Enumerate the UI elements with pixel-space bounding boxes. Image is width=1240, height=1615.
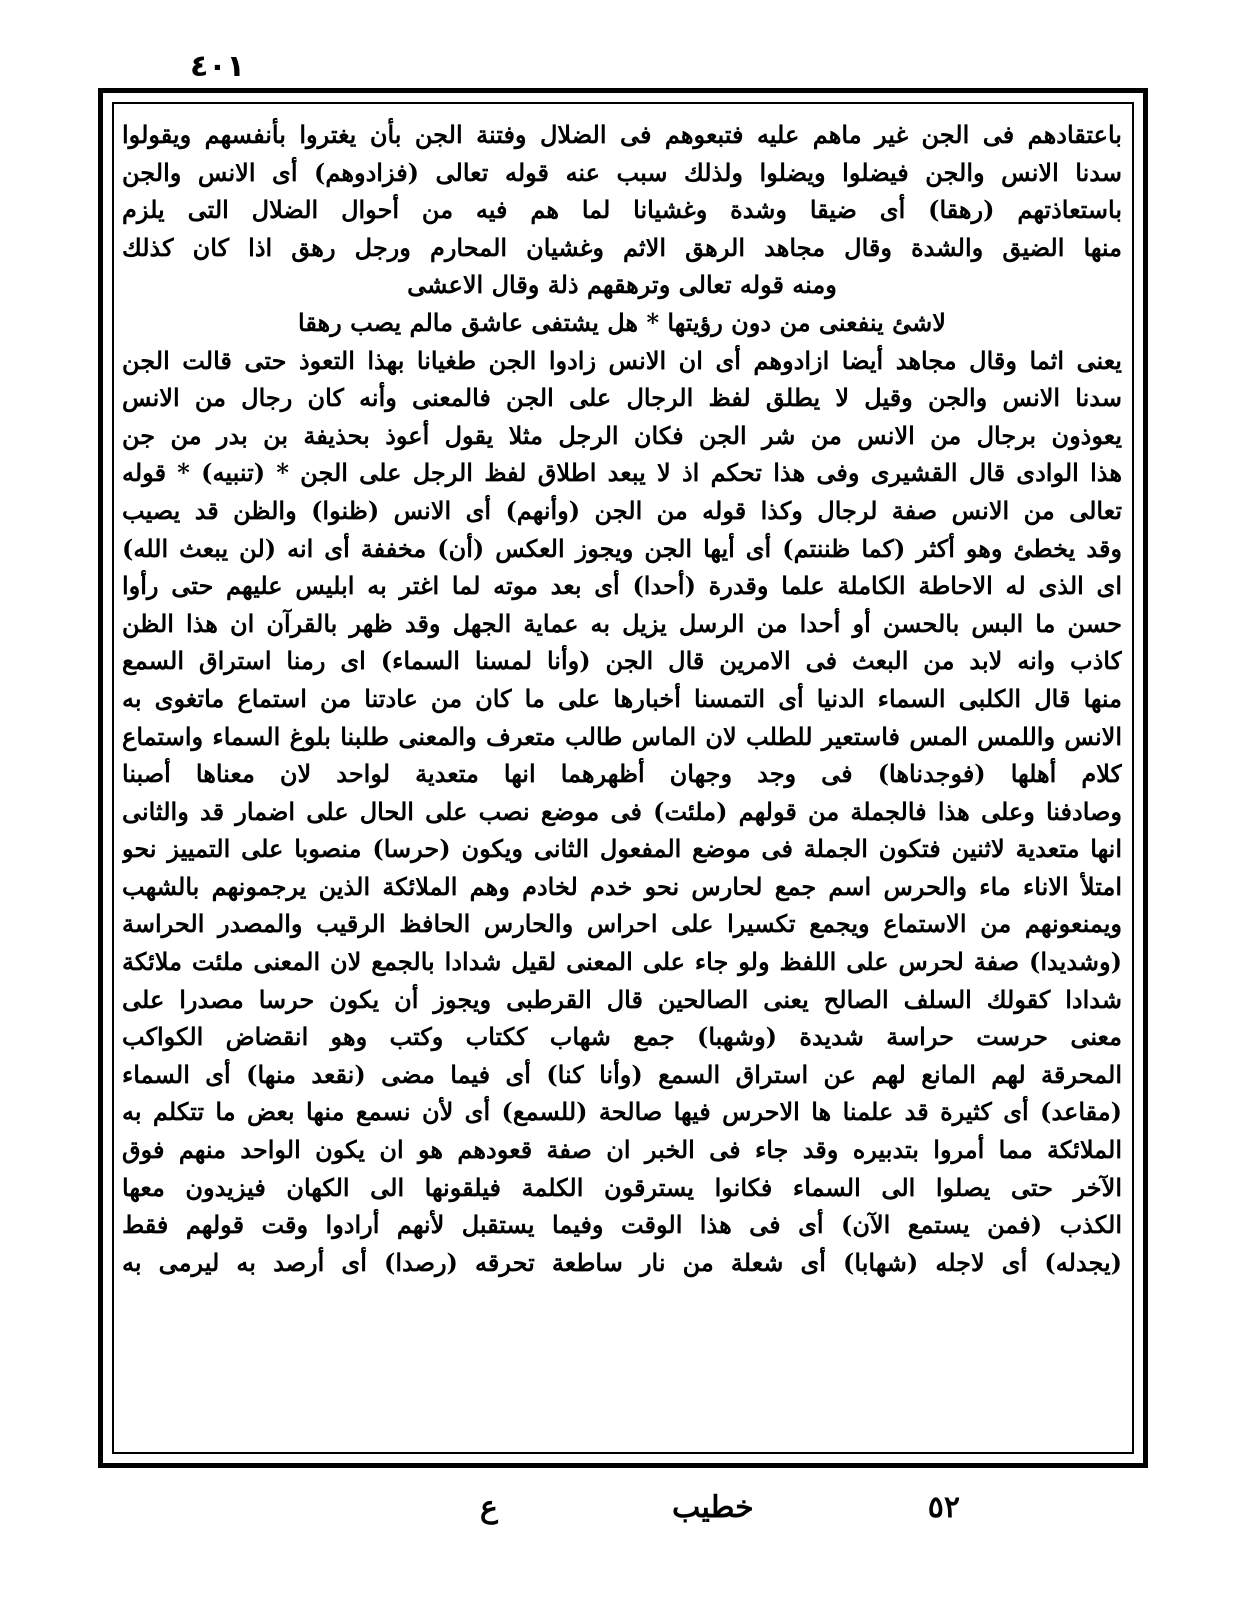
text-line: كلام أهلها (فوجدناها) فى وجد وجهان أظهرهما انها متعدية لواحد لان معناها أصبنا xyxy=(122,759,1122,789)
text-line: ويمنعونهم من الاستماع ويجمع تكسيرا على احراس والحارس الحافظ الرقيب والمصدر الحراسة xyxy=(122,909,1122,939)
text-line: شدادا كقولك السلف الصالح يعنى الصالحين قال القرطبى ويجوز أن يكون حرسا مصدرا على xyxy=(122,984,1122,1014)
signature-letter: ع xyxy=(480,1489,498,1525)
text-line: سدنا الانس والجن فيضلوا ويضلوا ولذلك سبب عنه قوله تعالى (فزادوهم) أى الانس والجن xyxy=(122,157,1122,187)
text-line: باستعاذتهم (رهقا) أى ضيقا وشدة وغشيانا لما هم فيه من أحوال الضلال التى يلزم xyxy=(122,195,1122,225)
text-line: وقد يخطئ وهو أكثر (كما ظننتم) أى أيها الجن ويجوز العكس (أن) مخففة أى انه (لن يبعث الله) xyxy=(122,533,1122,563)
text-line: (يجدله) أى لاجله (شهابا) أى شعلة من نار ساطعة تحرقه (رصدا) أى أرصد به ليرمى به xyxy=(122,1247,1122,1277)
text-line: هذا الوادى قال القشيرى وفى هذا تحكم اذ لا يبعد اطلاق لفظ الرجل على الجن * (تنبيه) * قوله xyxy=(122,458,1122,488)
text-line: كاذب وانه لابد من البعث فى الامرين قال الجن (وأنا لمسنا السماء) اى رمنا استراق السمع xyxy=(122,646,1122,676)
text-line: سدنا الانس والجن وقيل لا يطلق لفظ الرجال على الجن فالمعنى وأنه كان رجال من الانس xyxy=(122,383,1122,413)
signature-number: ٥٢ xyxy=(927,1489,960,1525)
text-line: منها الضيق والشدة وقال مجاهد الرهق الاثم وغشيان المحارم ورجل رهق اذا كان كذلك xyxy=(122,232,1122,262)
text-line: تعالى من الانس صفة لرجال وكذا قوله من الجن (وأنهم) أى الانس (ظنوا) والظن قد يصيب xyxy=(122,495,1122,525)
text-line: (وشديدا) صفة لحرس على اللفظ ولو جاء على المعنى لقيل شدادا بالجمع لان المعنى ملئت ملائكة xyxy=(122,947,1122,977)
text-line: يعنى اثما وقال مجاهد أيضا ازادوهم أى ان الانس زادوا الجن طغيانا بهذا التعوذ حتى قالت الجن xyxy=(122,345,1122,375)
text-line: الملائكة مما أمروا بتدبيره وقد جاء فى الخبر ان صفة قعودهم هو ان يكون الواحد منهم فوق xyxy=(122,1135,1122,1165)
body-text xyxy=(122,116,1122,1446)
text-line: ومنه قوله تعالى وترهقهم ذلة وقال الاعشى xyxy=(407,270,837,300)
text-line: الآخر حتى يصلوا الى السماء فكانوا يسترقون الكلمة فيلقونها الى الكهان فيزيدون معها xyxy=(122,1172,1122,1202)
text-line: الكذب (فمن يستمع الآن) أى فى هذا الوقت وفيما يستقبل لأنهم أرادوا وقت قولهم فقط xyxy=(122,1210,1122,1240)
poetry-verse: لاشئ ينفعنى من دون رؤيتها * هل يشتفى عاشق مالم يصب رهقا xyxy=(298,307,946,337)
text-line: وصادفنا وعلى هذا فالجملة من قولهم (ملئت) فى موضع نصب على الحال على اضمار قد والثانى xyxy=(122,796,1122,826)
text-line: (مقاعد) أى كثيرة قد علمنا ها الاحرس فيها صالحة (للسمع) أى لأن نسمع منها بعض ما تتكلم به xyxy=(122,1097,1122,1127)
text-line: يعوذون برجال من الانس من شر الجن فكان الرجل مثلا يقول أعوذ بحذيفة بن بدر من جن xyxy=(122,420,1122,450)
text-line: باعتقادهم فى الجن غير ماهم عليه فتبعوهم فى الضلال وفتنة الجن بأن يغتروا بأنفسهم ويقولوا xyxy=(122,120,1122,149)
text-line: انها متعدية لاثنين فتكون الجملة فى موضع المفعول الثانى ويكون (حرسا) منصوبا على التمييز نحو xyxy=(122,834,1122,864)
text-line: اى الذى له الاحاطة الكاملة علما وقدرة (أحدا) أى بعد موته لما اغتر به ابليس عليهم حتى رأوا xyxy=(122,571,1122,601)
text-line: امتلأ الاناء ماء والحرس اسم جمع لحارس نحو خدم لخادم وهم الملائكة الذين يرجمونهم بالشهب xyxy=(122,871,1122,901)
text-line: الانس واللمس المس فاستعير للطلب لان الماس طالب متعرف والمعنى طلبنا بلوغ السماء واستماع xyxy=(122,721,1122,751)
printer-signature xyxy=(480,1482,960,1532)
text-line: المحرقة لهم المانع لهم عن استراق السمع (وأنا كنا) أى فيما مضى (نقعد منها) أى السماء xyxy=(122,1059,1122,1089)
page-number: ٤٠١ xyxy=(190,49,245,84)
signature-word: خطيب xyxy=(672,1489,754,1525)
text-line: حسن ما البس بالحسن أو أحدا من الرسل يزيل به عماية الجهل وقد ظهر بالقرآن ان هذا الظن xyxy=(122,608,1122,638)
text-line: معنى حرست حراسة شديدة (وشهبا) جمع شهاب ككتاب وكتب وهو انقضاض الكواكب xyxy=(122,1022,1122,1052)
text-line: منها قال الكلبى السماء الدنيا أى التمسنا أخبارها على ما كان من عادتنا من استماع ماتغوى به xyxy=(122,683,1122,713)
